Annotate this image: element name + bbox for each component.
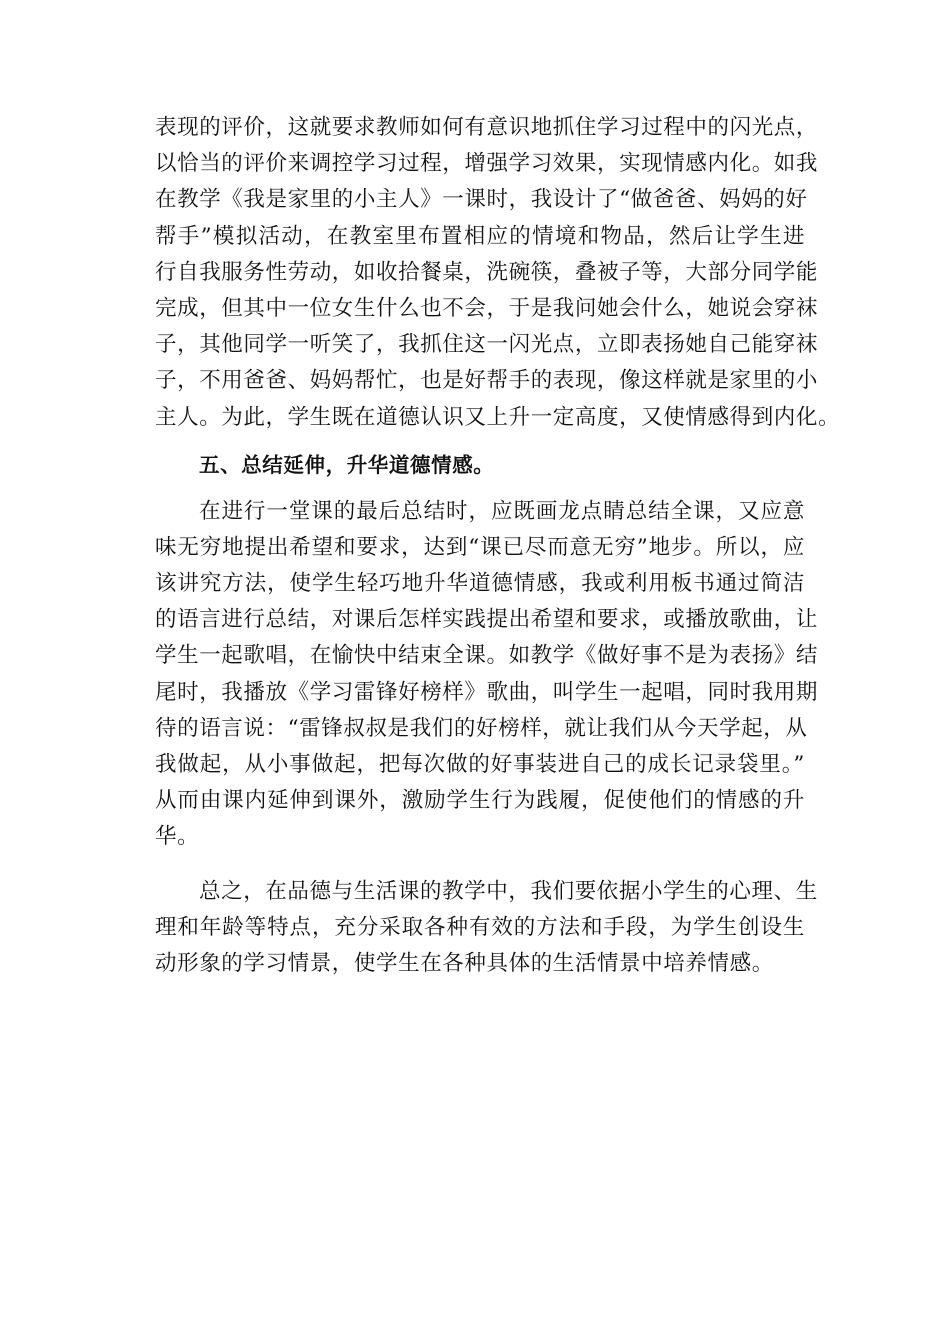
text-line: 味无穷地提出希望和要求，达到“课已尽而意无穷”地步。所以，应 — [155, 534, 805, 560]
text-line: 从而由课内延伸到课外，激励学生行为践履，促使他们的情感的升 — [155, 788, 805, 814]
text-line: 学生一起歌唱，在愉快中结束全课。如教学《做好事不是为表扬》结 — [155, 643, 819, 669]
section-heading: 五、总结延伸，升华道德情感。 — [199, 452, 495, 477]
document-page — [155, 110, 841, 982]
text-line: 总之，在品德与生活课的教学中，我们要依据小学生的心理、生 — [199, 878, 818, 904]
text-line: 该讲究方法，使学生轻巧地升华道德情感，我或利用板书通过简洁 — [155, 571, 805, 597]
text-line: 华。 — [155, 824, 200, 850]
text-line: 我做起，从小事做起，把每次做的好事装进自己的成长记录袋里。” — [155, 752, 805, 777]
text-line: 理和年龄等特点，充分采取各种有效的方法和手段，为学生创设生 — [155, 914, 805, 940]
text-line: 行自我服务性劳动，如收拾餐桌，洗碗筷，叠被子等，大部分同学能 — [155, 259, 819, 285]
text-line: 主人。为此，学生既在道德认识又上升一定高度，又使情感得到内化。 — [155, 404, 841, 430]
text-line: 子，不用爸爸、妈妈帮忙，也是好帮手的表现，像这样就是家里的小 — [155, 368, 819, 394]
text-line: 帮手”模拟活动，在教室里布置相应的情境和物品，然后让学生进 — [155, 223, 805, 249]
text-line: 尾时，我播放《学习雷锋好榜样》歌曲，叫学生一起唱，同时我用期 — [155, 679, 819, 705]
text-line: 以恰当的评价来调控学习过程，增强学习效果，实现情感内化。如我 — [155, 151, 819, 177]
paragraph-conclusion — [155, 874, 818, 983]
text-line: 完成，但其中一位女生什么也不会，于是我问她会什么，她说会穿袜 — [155, 295, 819, 321]
text-line: 在教学《我是家里的小主人》一课时，我设计了“做爸爸、妈妈的好 — [155, 187, 808, 213]
text-line: 表现的评价，这就要求教师如何有意识地抓住学习过程中的闪光点， — [155, 115, 819, 140]
text-line: 在进行一堂课的最后总结时，应既画龙点睛总结全课，又应意 — [199, 498, 805, 524]
text-line: 子，其他同学一听笑了，我抓住这一闪光点，立即表扬她自己能穿袜 — [155, 332, 819, 358]
paragraph-evaluation — [155, 110, 841, 436]
text-line: 动形象的学习情景，使学生在各种具体的生活情景中培养情感。 — [155, 950, 774, 976]
text-line: 待的语言说：“雷锋叔叔是我们的好榜样，就让我们从今天学起，从 — [155, 715, 808, 741]
paragraph-summary-extension — [155, 494, 819, 856]
text-line: 的语言进行总结，对课后怎样实践提出希望和要求，或播放歌曲，让 — [155, 607, 819, 633]
